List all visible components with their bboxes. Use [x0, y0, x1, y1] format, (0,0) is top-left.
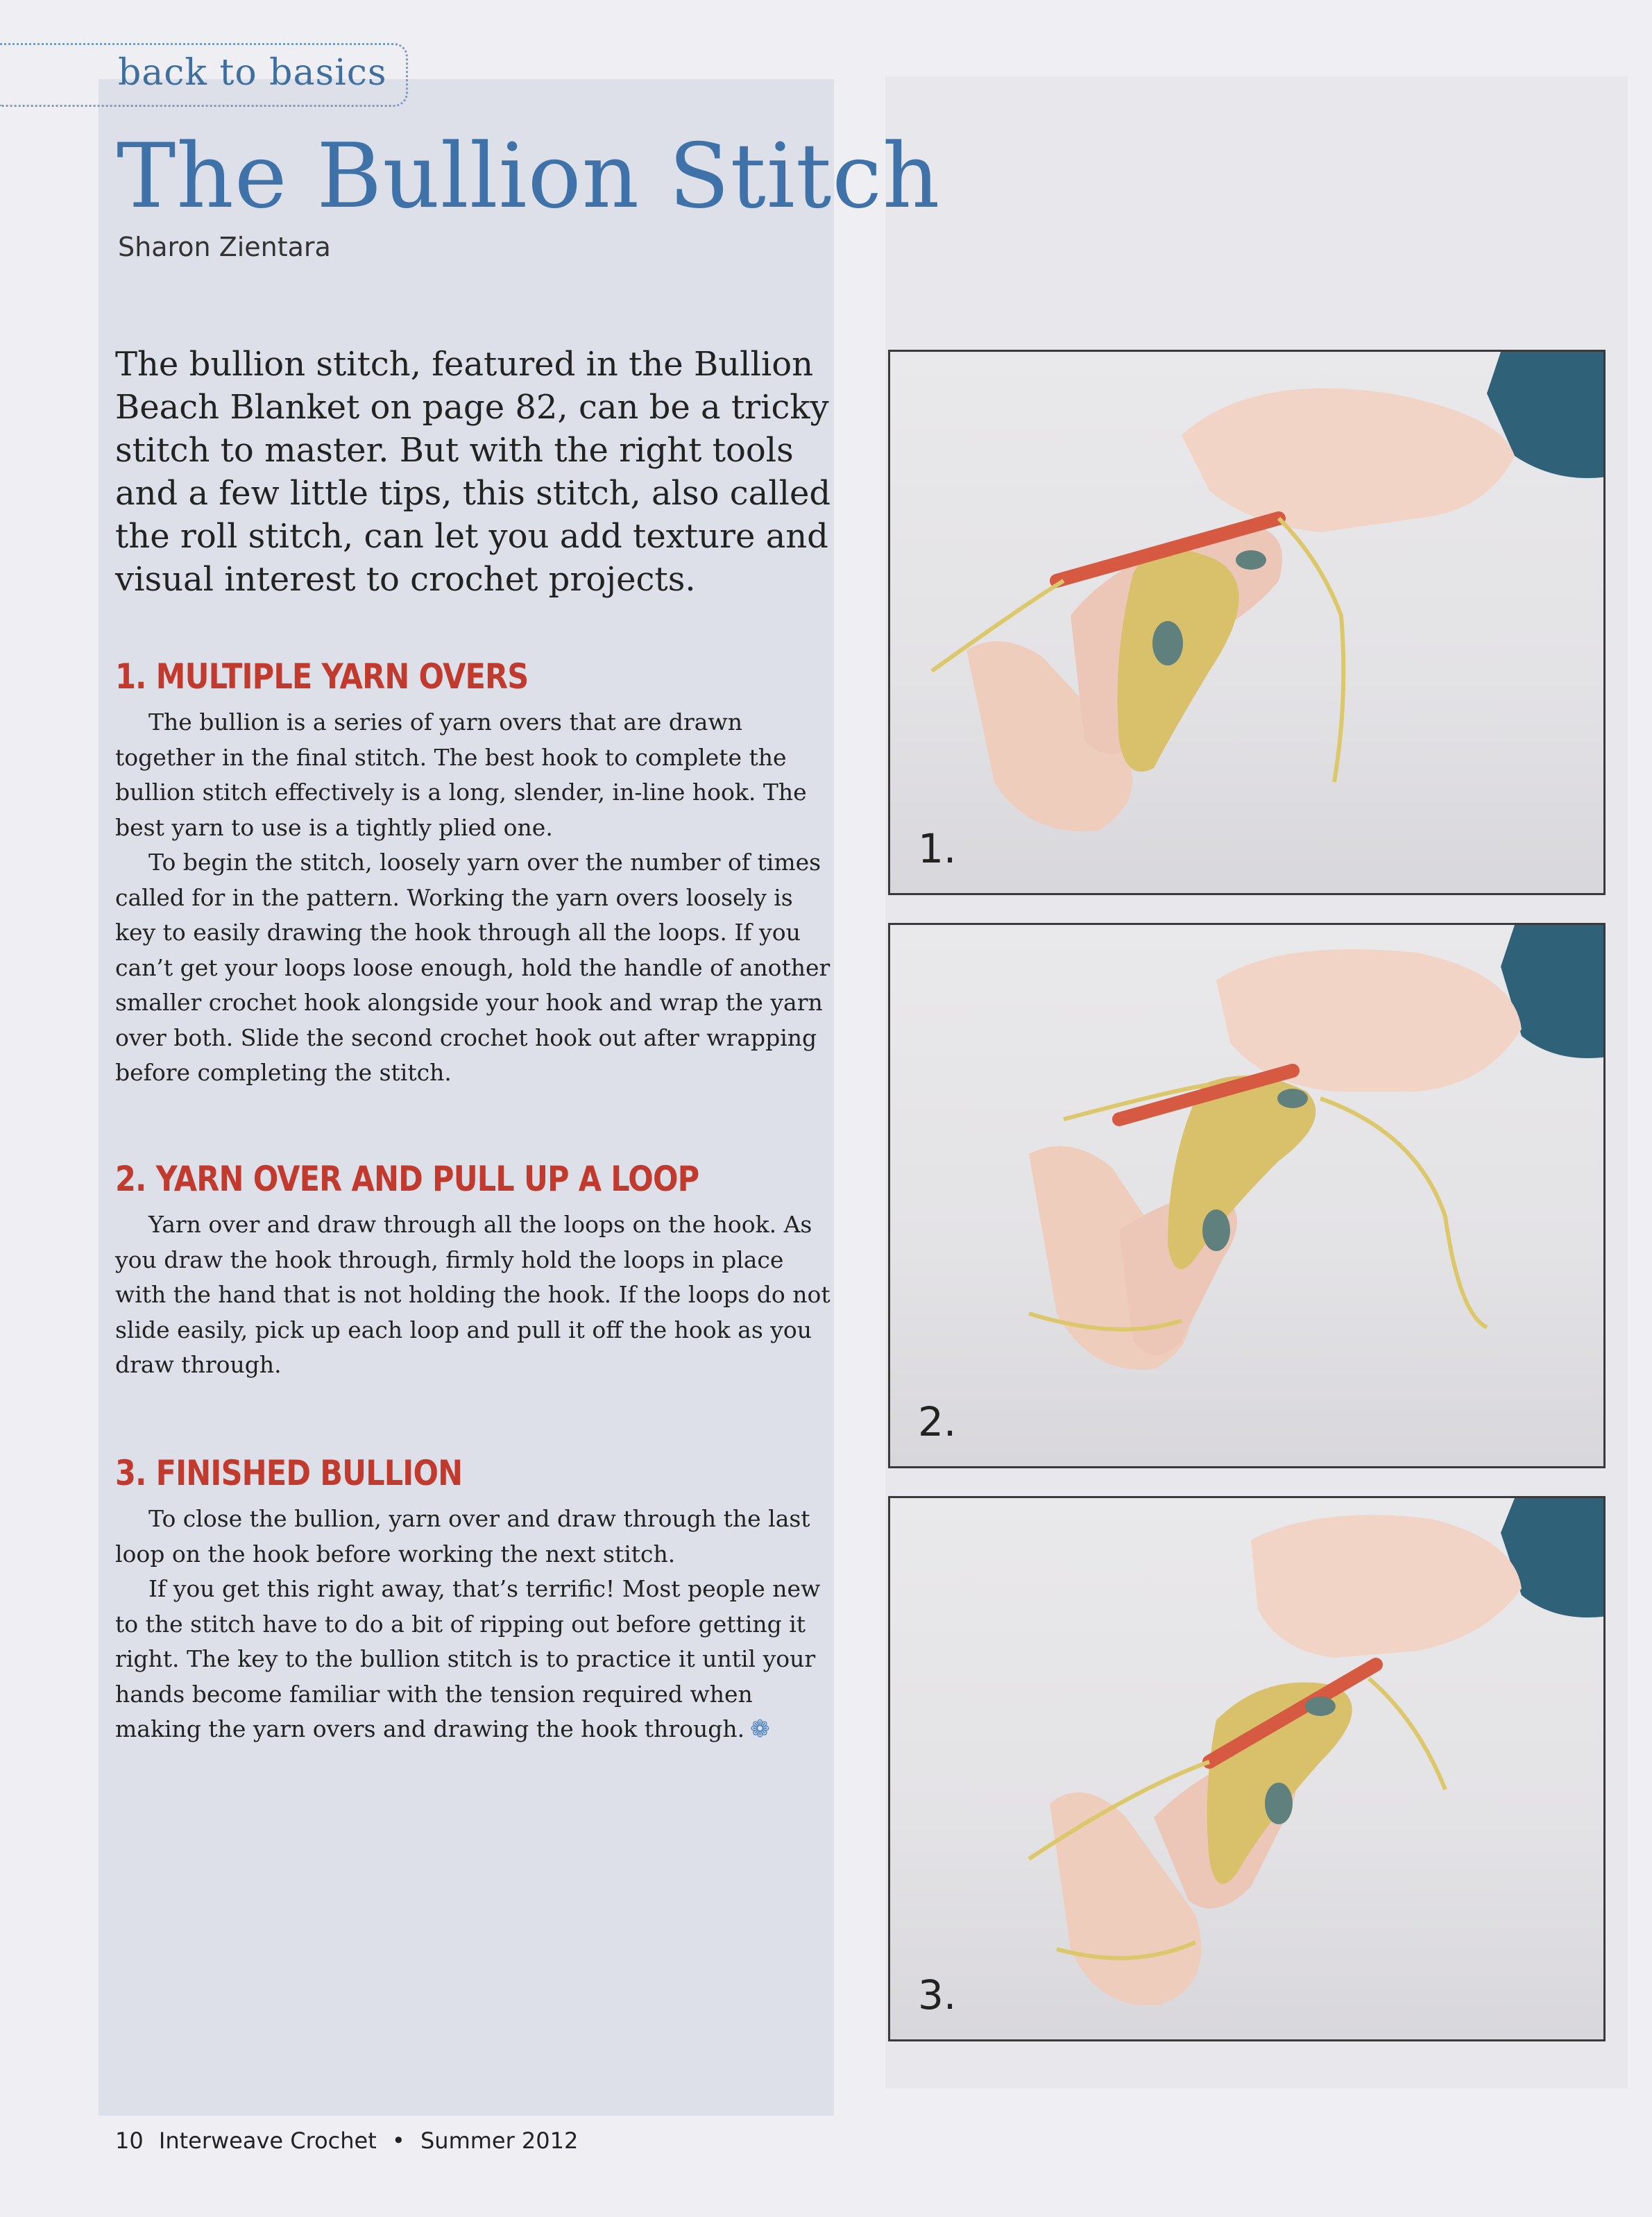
step-photo-2	[888, 923, 1606, 1468]
photo-2-label: 2.	[918, 1398, 957, 1445]
issue-date: Summer 2012	[420, 2127, 579, 2154]
page-number: 10	[115, 2127, 144, 2154]
section-tab-label: back to basics	[118, 52, 387, 94]
footer-separator: •	[391, 2127, 405, 2154]
section-2-body	[115, 1207, 837, 1383]
author-byline: Sharon Zientara	[118, 232, 331, 262]
photo-1-label: 1.	[918, 825, 957, 872]
publication-name: Interweave Crochet	[158, 2127, 377, 2154]
section-1-heading: 1. MULTIPLE YARN OVERS	[115, 656, 529, 697]
section-1-body	[115, 705, 837, 1091]
section-3-body	[115, 1502, 837, 1747]
article-title: The Bullion Stitch	[117, 125, 941, 228]
step-photo-1	[888, 350, 1606, 895]
section-1-paragraph-2: To begin the stitch, loosely yarn over the number of times called for in the pattern. Working the yarn overs loosely is key to easily drawing the hook through all the loops. If you can’t get your loops loose enough, hold the handle of another smaller crochet hook alongside your hook and wrap the yarn over both. Slide the second crochet hook out after wrapping before completing the stitch.	[115, 849, 831, 1086]
section-2-paragraph-1: Yarn over and draw through all the loops on the hook. As you draw the hook through, firmly hold the loops in place with the hand that is not holding the hook. If the loops do not slide easily, pick up each loop and pull it off the hook as you draw through.	[115, 1211, 831, 1378]
crochet-step-photo-icon	[890, 925, 1606, 1468]
end-mark-icon: ❁	[750, 1715, 770, 1743]
section-3-paragraph-1: To close the bullion, yarn over and draw through the last loop on the hook before working the next stitch.	[115, 1505, 810, 1568]
step-photo-3	[888, 1496, 1606, 2041]
page-footer	[115, 2127, 586, 2154]
section-3-heading: 3. FINISHED BULLION	[115, 1453, 463, 1493]
photo-3-label: 3.	[918, 1971, 957, 2019]
section-1-paragraph-1: The bullion is a series of yarn overs that are drawn together in the final stitch. The best hook to complete the bullion stitch effectively is a long, slender, in-line hook. The best yarn to use is a tightly plied one.	[115, 708, 807, 841]
section-3-paragraph-2	[115, 1572, 837, 1747]
section-2-heading: 2. YARN OVER AND PULL UP A LOOP	[115, 1159, 699, 1199]
crochet-step-photo-icon	[890, 352, 1606, 895]
crochet-step-photo-icon	[890, 1498, 1606, 2041]
intro-paragraph: The bullion stitch, featured in the Bullion Beach Blanket on page 82, can be a tricky stitch to master. But with the right tools and a few little tips, this stitch, also called the roll stitch, can let you add texture and visual interest to crochet projects.	[115, 345, 831, 599]
section-3-paragraph-2-text: If you get this right away, that’s terrific! Most people new to the stitch have to do a bit of ripping out before getting it right. The key to the bullion stitch is to practice it until your hands become familiar with the tension required when making the yarn overs and drawing the hook through.	[115, 1575, 821, 1742]
